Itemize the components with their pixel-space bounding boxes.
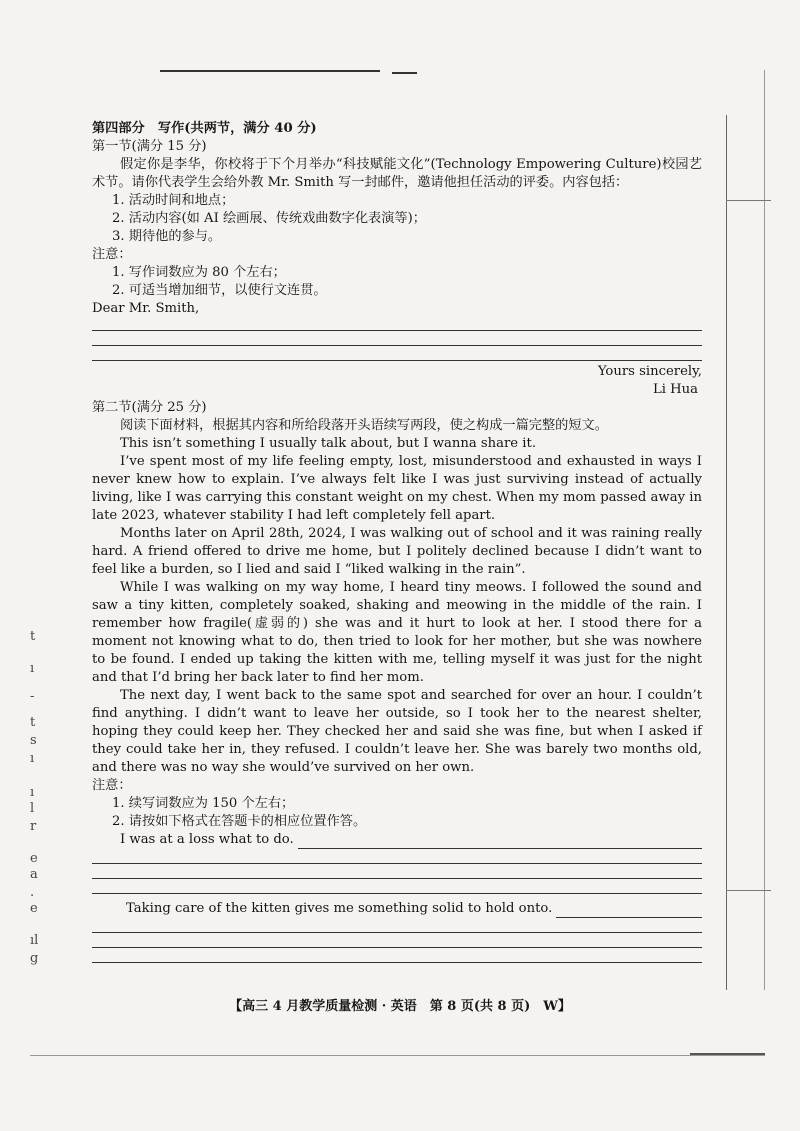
margin-fragment: -: [30, 689, 35, 704]
margin-fragment: ı: [30, 661, 35, 676]
margin-fragment: ı: [30, 785, 35, 800]
margin-fragment: g: [30, 951, 39, 966]
edge-tick: [726, 200, 771, 201]
letter-salutation: Dear Mr. Smith,: [92, 301, 200, 316]
opener1-row: [92, 831, 702, 849]
letter-closing: Yours sincerely,: [597, 364, 702, 379]
part1-note-label: 注意：: [92, 247, 132, 262]
margin-fragment: t: [30, 629, 36, 644]
binding-edge: [726, 115, 727, 990]
margin-fragment: r: [30, 819, 37, 834]
story-paragraph: Months later on April 28th, 2024, I was walking out of school and it was raining really hard. A friend offered to drive me home, but I politely declined because I didn’t want to feel like a burden, so I lied and said I “liked walking in the rain”.: [92, 526, 702, 577]
margin-fragment: t: [30, 715, 36, 730]
story-paragraph: While I was walking on my way home, I heard tiny meows. I followed the sound and saw a tiny kitten, completely soaked, shaking and meowing in the middle of the rain. I remember how fragile(虚弱的) she was and it hurt to look at her. I stood there for a moment not knowing what to do, then tried to look for her mother, but she was nowhere to be found. I ended up taking the kitten with me, telling myself it was just for the night and that I’d bring her back later to find her mom.: [92, 580, 702, 685]
page-edge: [764, 70, 765, 990]
part2-instruction: 阅读下面材料，根据其内容和所给段落开头语续写两段，使之构成一篇完整的短文。: [120, 418, 608, 433]
part2-title: 第二节(满分 25 分): [92, 400, 207, 415]
margin-fragment: .: [30, 885, 35, 900]
story-paragraph: This isn’t something I usually talk about, but I wanna share it.: [120, 436, 537, 451]
margin-fragment: s: [30, 733, 37, 748]
opener2-row: [92, 900, 702, 918]
margin-fragment: e: [30, 901, 38, 916]
margin-fragment: e: [30, 851, 38, 866]
part1-title: 第一节(满分 15 分): [92, 139, 207, 154]
part1-note: 1. 写作词数应为 80 个左右；: [112, 265, 286, 280]
part1-item: 1. 活动时间和地点；: [112, 193, 235, 208]
exam-content: [92, 120, 702, 963]
writing-line[interactable]: [556, 905, 702, 918]
writing-line[interactable]: [92, 962, 702, 963]
writing-line[interactable]: [298, 836, 702, 849]
story-paragraph: I’ve spent most of my life feeling empty, lost, misunderstood and exhausted in ways I never knew how to explain. I’ve always felt like I was just surviving instead of actually living, like I was carrying this constant weight on my chest. When my mom passed away in late 2023, whatever stability I had left completely fell apart.: [92, 454, 702, 523]
part1-item: 3. 期待他的参与。: [112, 229, 222, 244]
top-rule-left: [160, 70, 380, 72]
edge-tick: [726, 890, 771, 891]
part2-note: 2. 请按如下格式在答题卡的相应位置作答。: [112, 814, 367, 829]
paragraph-opener-1: I was at a loss what to do.: [120, 832, 294, 847]
bottom-rule-dark: [690, 1053, 765, 1055]
margin-fragment: a: [30, 867, 38, 882]
top-rule-right: [392, 72, 417, 74]
section-title: 第四部分 写作(共两节，满分 40 分): [92, 121, 317, 136]
part1-item: 2. 活动内容(如 AI 绘画展、传统戏曲数字化表演等)；: [112, 211, 426, 226]
part1-note: 2. 可适当增加细节，以使行文连贯。: [112, 283, 327, 298]
story-paragraph: The next day, I went back to the same spot and searched for over an hour. I couldn’t find anything. I didn’t want to leave her outside, so I took her to the nearest shelter, hoping they could keep her. They checked her and said she was fine, but when I asked if they could take her in, they refused. I couldn’t leave her. She was barely two months old, and there was no way she would’ve survived on her own.: [92, 688, 702, 775]
paragraph-opener-2: Taking care of the kitten gives me something solid to hold onto.: [126, 901, 553, 916]
part2-note-label: 注意：: [92, 778, 132, 793]
part2-note: 1. 续写词数应为 150 个左右；: [112, 796, 295, 811]
letter-signature: Li Hua: [652, 382, 698, 397]
margin-fragment: l: [30, 801, 35, 816]
page-footer: 【高三 4 月教学质量检测 · 英语 第 8 页(共 8 页) W】: [229, 999, 571, 1014]
bottom-rule: [30, 1055, 765, 1056]
part1-prompt: 假定你是李华，你校将于下个月举办“科技赋能文化”(Technology Empowering Culture)校园艺术节。请你代表学生会给外教 Mr. Smith 写一封邮件，邀请他担任活动的评委。内容包括：: [92, 157, 702, 190]
margin-fragment: ıl: [30, 933, 39, 948]
margin-fragment: ı: [30, 751, 35, 766]
